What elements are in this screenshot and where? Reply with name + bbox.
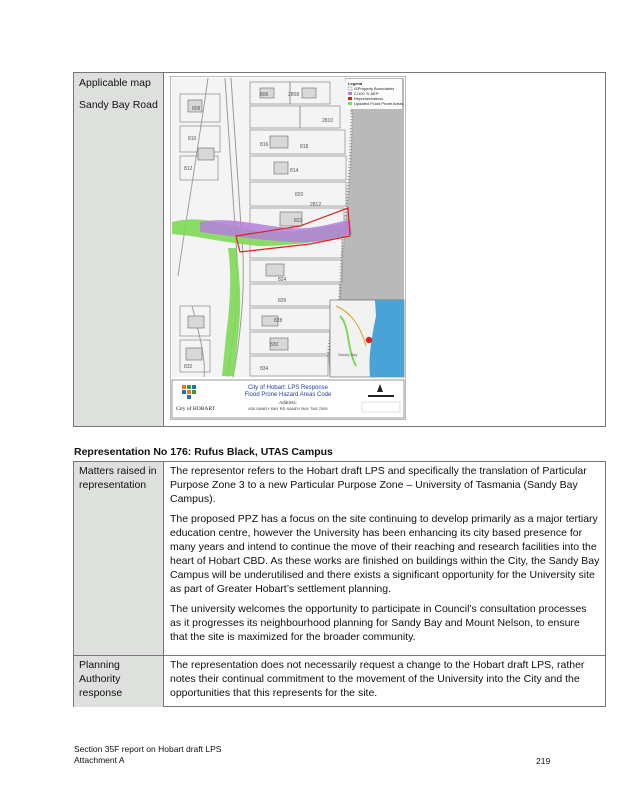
map-location-label: Sandy Bay Road — [79, 99, 158, 111]
applicable-map-table — [73, 72, 606, 427]
legend-item: Representations — [354, 96, 384, 101]
matters-label: Matters raised in representation — [79, 465, 157, 491]
map-title: City of Hobart: LPS Response — [247, 385, 329, 391]
lot-label: 806 — [260, 92, 269, 98]
matters-paragraph: The representor refers to the Hobart draft LPS and specifically the translation of Particular Purpose Zone 3 to a new Particular Purpose Zone – University of Tasmania (Sandy Bay Campus). — [170, 465, 587, 505]
lot-label: 830 — [270, 342, 279, 348]
lot-label: 826 — [278, 298, 287, 304]
inset-locator-map — [330, 300, 404, 377]
lot-label: 816 — [260, 142, 269, 148]
address-label: Address: — [279, 400, 297, 405]
lot-label: 834 — [260, 366, 269, 372]
address-value: 830 SANDY BAY RD SANDY BAY TAS 7005 — [248, 406, 328, 411]
matters-label-cell — [74, 462, 164, 655]
representation-table — [73, 461, 606, 707]
footer-attachment: Attachment A — [74, 755, 125, 765]
lot-label: 818 — [300, 144, 309, 150]
map-label-cell — [74, 73, 164, 426]
lot-label: 828 — [274, 318, 283, 324]
lot-label: 2810 — [322, 118, 334, 124]
inset-label: Sandy Bay — [338, 352, 358, 357]
footer-report-title: Section 35F report on Hobart draft LPS — [74, 744, 222, 754]
applicable-map-label: Applicable map — [79, 77, 151, 89]
response-label-cell — [74, 656, 164, 707]
page-number: 219 — [536, 756, 551, 766]
matters-content-cell — [164, 462, 605, 655]
representation-heading: Representation No 176: Rufus Black, UTAS Campus — [74, 446, 333, 458]
lot-label: 808 — [192, 106, 201, 112]
lot-label: 824 — [278, 277, 287, 283]
response-content-cell — [164, 656, 605, 707]
legend-item: C/100 Yr AEP — [354, 91, 379, 96]
lot-label: 2812 — [310, 202, 322, 208]
matters-paragraph: The proposed PPZ has a focus on the site continuing to develop primarily as a major tertiary education centre, however the University has been enhancing its city based presence for many years and intend to continue the move of their reaching and research facilities into the heart of Hobart CBD. As these works are finished on buildings within the City, the Sandy Bay Campus will be underutilised and there exists a significant opportunity for the University site as part of Greater Hobart’s settlement planning. — [170, 513, 600, 595]
legend-item: ISProperty Boundaries — [354, 86, 395, 91]
legend-item: Updated Flood Prone Areas — [354, 101, 404, 106]
legend-title: Legend — [348, 81, 363, 86]
map-legend — [346, 79, 403, 109]
map-subtitle: Flood Prone Hazard Areas Code — [244, 392, 332, 398]
lot-label: 832 — [184, 364, 193, 370]
lot-label: 810 — [188, 136, 197, 142]
matters-paragraph: The university welcomes the opportunity to participate in Council’s consultation processes as it progresses its neighbourhood planning for Sandy Bay and Mount Nelson, to ensure that the site is maximized for the broader community. — [170, 603, 587, 643]
lot-label: 812 — [184, 166, 193, 172]
flood-hazard-map — [170, 76, 406, 420]
response-label: Planning Authority response — [79, 659, 123, 699]
lot-label: 2808 — [288, 92, 300, 98]
response-text: The representation does not necessarily request a change to the Hobart draft LPS, rather notes their continual commitment to the movement of the University into the City and the opportunities that this represents for the site. — [170, 659, 585, 699]
lot-label: 814 — [290, 168, 299, 174]
map-title-block — [172, 380, 404, 418]
page-footer — [74, 744, 221, 766]
logo-text: City of HOBART — [176, 406, 216, 412]
lot-label: 820 — [295, 192, 304, 198]
lot-label: 822 — [294, 218, 303, 224]
